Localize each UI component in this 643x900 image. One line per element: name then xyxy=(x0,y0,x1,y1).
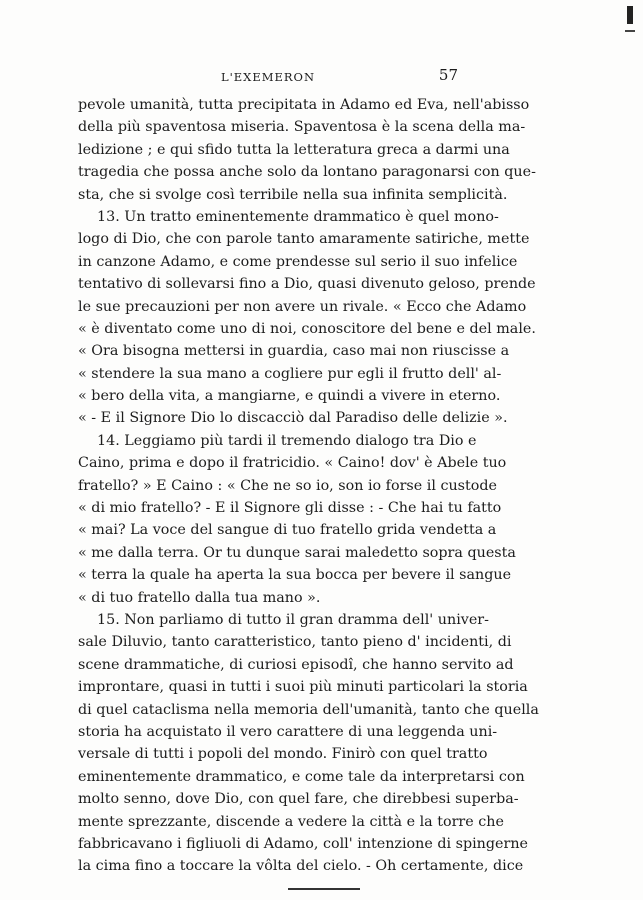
text-line: « stendere la sua mano a cogliere pur egli il frutto dell' al- xyxy=(78,365,502,382)
text-line: la cima fino a toccare la vôlta del cielo. - Oh certamente, dice xyxy=(78,858,524,875)
text-line: pevole umanità, tutta precipitata in Adamo ed Eva, nell'abisso xyxy=(78,97,530,113)
bottom-rule xyxy=(288,888,360,890)
text-line: « è diventato come uno di noi, conoscitore del bene e del male. xyxy=(78,320,536,337)
text-line: logo di Dio, che con parole tanto amaramente satiriche, mette xyxy=(78,231,530,248)
text-line: sale Diluvio, tanto caratteristico, tanto pieno d' incidenti, di xyxy=(78,634,512,651)
paragraph-14-start: 14. Leggiamo più tardi il tremendo dialogo tra Dio e xyxy=(97,432,477,449)
text-line: fabbricavano i figliuoli di Adamo, coll' intenzione di spingerne xyxy=(78,835,529,852)
text-line: molto senno, dove Dio, con quel fare, che direbbesi superba- xyxy=(78,791,519,808)
body-text xyxy=(78,94,539,878)
text-line: mente sprezzante, discende a vedere la città e la torre che xyxy=(78,813,504,830)
text-line: « mai? La voce del sangue di tuo fratello grida vendetta a xyxy=(78,522,497,539)
page-header xyxy=(78,66,458,86)
text-line: ledizione ; e qui sfido tutta la letteratura greca a darmi una xyxy=(78,141,510,158)
text-line: « bero della vita, a mangiarne, e quindi a vivere in eterno. xyxy=(78,388,501,405)
text-line: « terra la quale ha aperta la sua bocca per bevere il sangue xyxy=(78,567,512,584)
page-number: 57 xyxy=(438,66,458,84)
text-line: Caino, prima e dopo il fratricidio. « Caino! dov' è Abele tuo xyxy=(78,455,507,472)
text-line: « - E il Signore Dio lo discacciò dal Paradiso delle delizie ». xyxy=(78,410,508,427)
running-title: L'EXEMERON xyxy=(220,70,316,84)
text-line: « di tuo fratello dalla tua mano ». xyxy=(78,589,321,606)
text-line: « di mio fratello? - E il Signore gli disse : - Che hai tu fatto xyxy=(78,500,502,517)
paragraph-13-start: 13. Un tratto eminentemente drammatico è quel mono- xyxy=(97,208,499,225)
paragraph-15-start: 15. Non parliamo di tutto il gran dramma dell' univer- xyxy=(97,611,489,628)
text-line: tentativo di sollevarsi fino a Dio, quasi divenuto geloso, prende xyxy=(78,276,536,293)
text-line: « me dalla terra. Or tu dunque sarai maledetto sopra questa xyxy=(78,544,516,561)
text-line: improntare, quasi in tutti i suoi più minuti particolari la storia xyxy=(78,679,528,696)
scan-edge-mark xyxy=(625,30,635,32)
text-line: scene drammatiche, di curiosi episodî, che hanno servito ad xyxy=(78,656,514,673)
text-line: tragedia che possa anche solo da lontano paragonarsi con que- xyxy=(78,164,536,181)
text-line: della più spaventosa miseria. Spaventosa è la scena della ma- xyxy=(78,119,526,136)
text-line: di quel cataclisma nella memoria dell'umanità, tanto che quella xyxy=(78,701,539,718)
scan-edge-mark xyxy=(627,6,633,24)
text-line: eminentemente drammatico, e come tale da interpretarsi con xyxy=(78,768,525,785)
text-line: fratello? » E Caino : « Che ne so io, son io forse il custode xyxy=(78,477,497,494)
text-line: storia ha acquistato il vero carattere di una leggenda uni- xyxy=(78,723,498,740)
text-line: versale di tutti i popoli del mondo. Finirò con quel tratto xyxy=(78,746,488,763)
text-line: sta, che si svolge così terribile nella sua infinita semplicità. xyxy=(78,186,508,203)
text-line: in canzone Adamo, e come prendesse sul serio il suo infelice xyxy=(78,253,518,270)
text-line: « Ora bisogna mettersi in guardia, caso mai non riuscisse a xyxy=(78,343,510,360)
text-line: le sue precauzioni per non avere un rivale. « Ecco che Adamo xyxy=(78,298,527,315)
